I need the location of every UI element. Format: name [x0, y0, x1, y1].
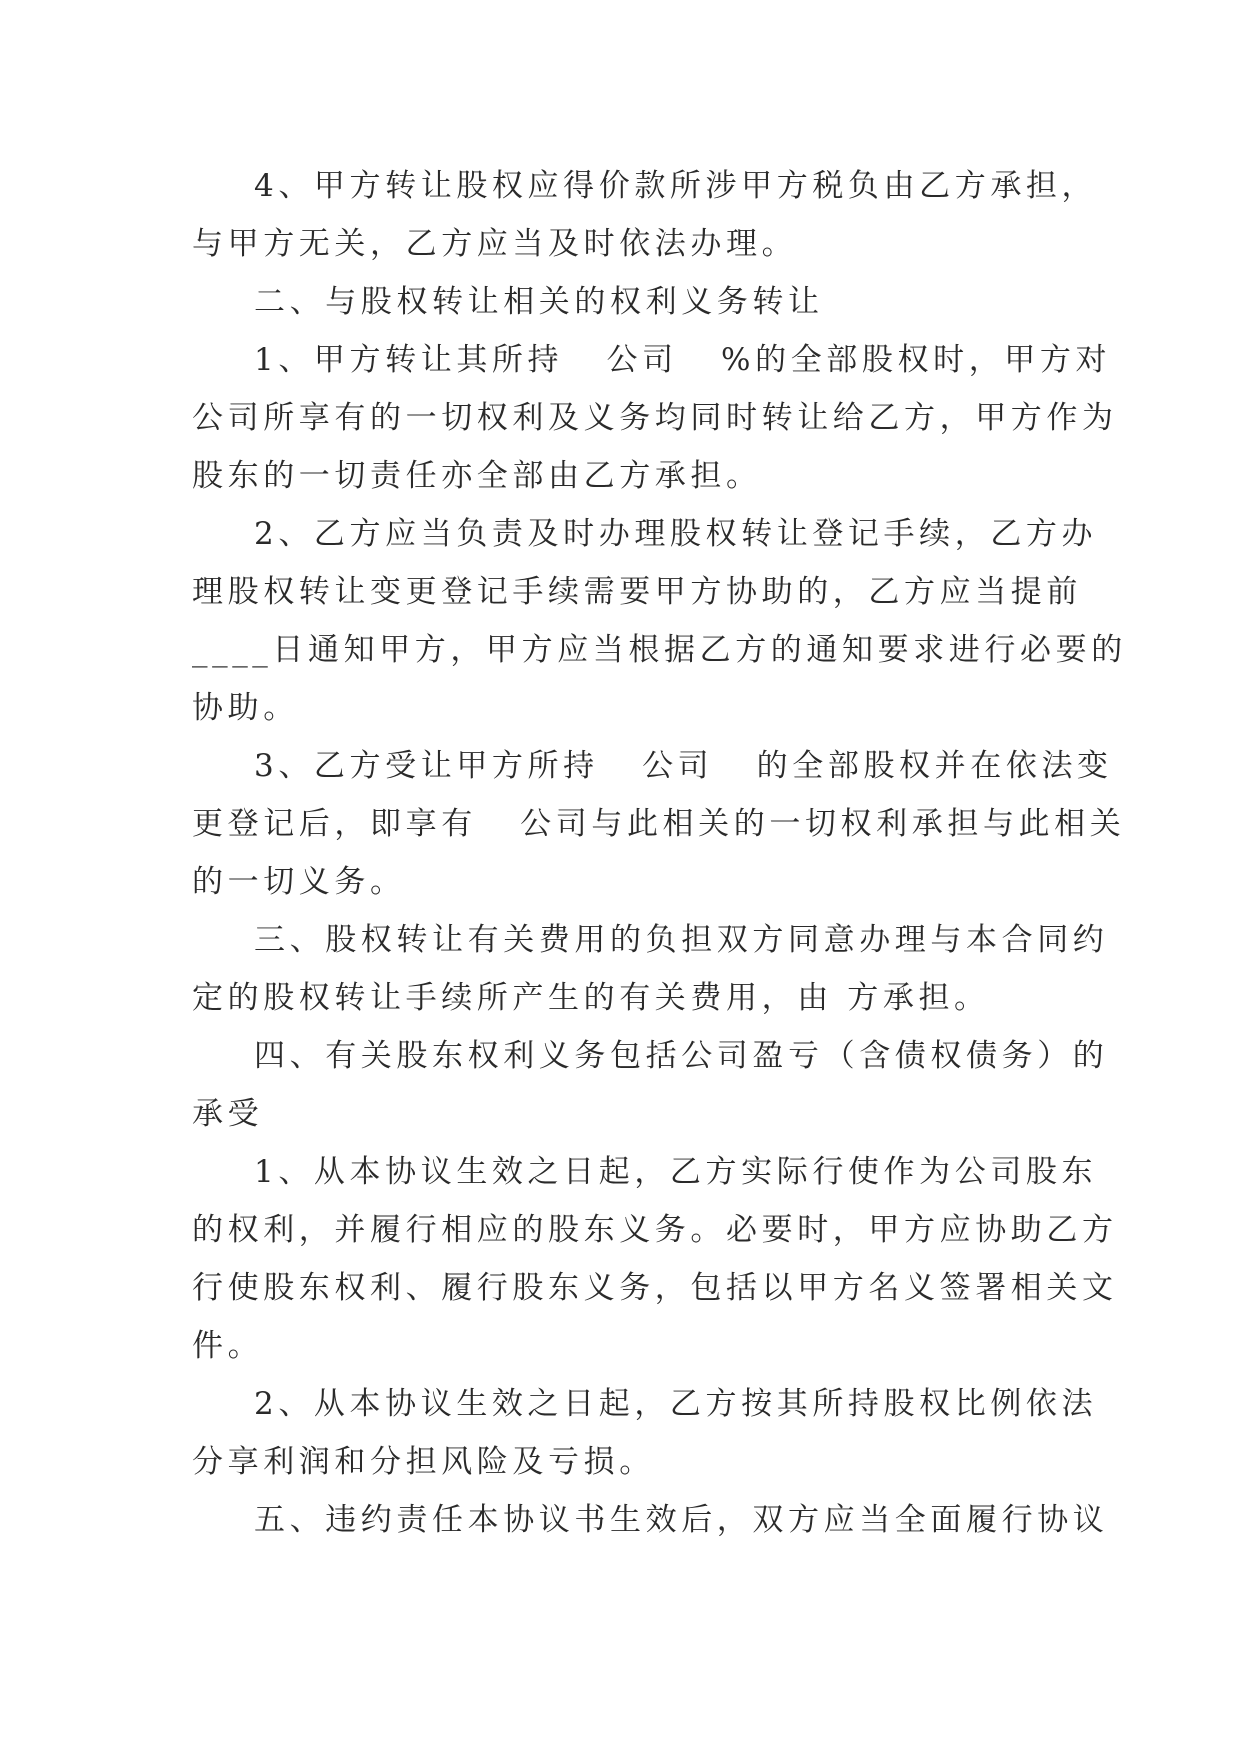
text-line: 2、乙方应当负责及时办理股权转让登记手续，乙方办 [254, 516, 1098, 552]
text-line: 分享利润和分担风险及亏损。 [192, 1444, 655, 1480]
text-line: 公司所享有的一切权利及义务均同时转让给乙方，甲方作为 [192, 400, 1118, 436]
text-line: 更登记后，即享有 公司与此相关的一切权利承担与此相关 [192, 806, 1126, 842]
text-line: 与甲方无关，乙方应当及时依法办理。 [192, 226, 798, 262]
text-line: 1、从本协议生效之日起，乙方实际行使作为公司股东 [254, 1154, 1098, 1190]
text-line: 协助。 [192, 690, 299, 726]
text-line: 的一切义务。 [192, 864, 406, 900]
text-line: 件。 [192, 1328, 264, 1364]
text-line: 的权利，并履行相应的股东义务。必要时，甲方应协助乙方 [192, 1212, 1118, 1248]
section-heading: 五、违约责任本协议书生效后，双方应当全面履行协议 [254, 1502, 1109, 1538]
text-line: 股东的一切责任亦全部由乙方承担。 [192, 458, 762, 494]
text-line: 行使股东权利、履行股东义务，包括以甲方名义签署相关文 [192, 1270, 1118, 1306]
text-line: 承受 [192, 1096, 264, 1132]
section-heading: 二、与股权转让相关的权利义务转让 [254, 284, 824, 320]
text-line: 理股权转让变更登记手续需要甲方协助的，乙方应当提前 [192, 574, 1082, 610]
text-line: 2、从本协议生效之日起，乙方按其所持股权比例依法 [254, 1386, 1098, 1422]
text-line: ____日通知甲方，甲方应当根据乙方的通知要求进行必要的 [192, 632, 1127, 668]
section-heading: 三、股权转让有关费用的负担双方同意办理与本合同约 [254, 922, 1109, 958]
text-line: 4、甲方转让股权应得价款所涉甲方税负由乙方承担， [254, 168, 1098, 204]
section-heading: 四、有关股东权利义务包括公司盈亏（含债权债务）的 [254, 1038, 1109, 1074]
text-line: 定的股权转让手续所产生的有关费用，由 方承担。 [192, 980, 990, 1016]
text-line: 1、甲方转让其所持 公司 %的全部股权时，甲方对 [254, 342, 1112, 378]
text-line: 3、乙方受让甲方所持 公司 的全部股权并在依法变 [254, 748, 1113, 784]
